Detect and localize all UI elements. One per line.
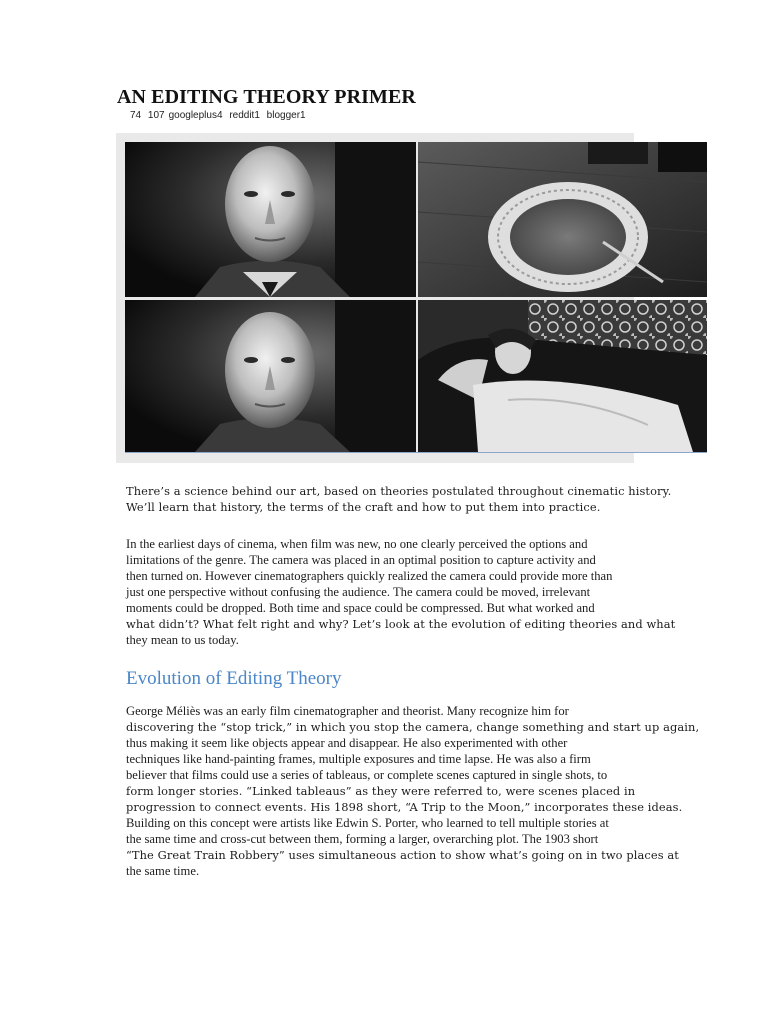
share-count-blogger[interactable]: blogger1	[266, 110, 306, 121]
soup-plate-image	[418, 142, 707, 297]
body-line: discovering the “stop trick,” in which you stop the camera, change something and start up again,	[126, 720, 700, 734]
man-portrait-top-image	[125, 142, 416, 297]
body-line: they mean to us today.	[126, 633, 239, 647]
intro-paragraph	[126, 483, 672, 515]
intro-line: There’s a science behind our art, based on theories postulated throughout cinematic history.	[126, 484, 672, 498]
share-count-second[interactable]: 107	[147, 110, 165, 121]
body-paragraph-1	[126, 536, 676, 648]
body-line: Building on this concept were artists like Edwin S. Porter, who learned to tell multiple stories at	[126, 816, 609, 830]
body-line: then turned on. However cinematographers quickly realized the camera could provide more than	[126, 569, 613, 583]
body-line: the same time.	[126, 864, 200, 878]
share-count-googleplus[interactable]: googleplus4	[168, 110, 223, 121]
body-line: what didn’t? What felt right and why? Let’s look at the evolution of editing theories and what	[126, 617, 676, 631]
kuleshov-image-grid	[125, 142, 707, 454]
body-paragraph-2	[126, 703, 700, 879]
image-underline	[125, 452, 707, 453]
body-line: limitations of the genre. The camera was placed in an optimal position to capture activity and	[126, 553, 596, 567]
article-title: AN EDITING THEORY PRIMER	[117, 86, 416, 108]
body-line: George Méliès was an early film cinematographer and theorist. Many recognize him for	[126, 704, 569, 718]
share-counts	[130, 110, 310, 121]
share-count-reddit[interactable]: reddit1	[229, 110, 260, 121]
body-line: just one perspective without confusing the audience. The camera could be moved, irrelevant	[126, 585, 591, 599]
section-heading: Evolution of Editing Theory	[126, 668, 342, 689]
body-line: moments could be dropped. Both time and space could be compressed. But what worked and	[126, 601, 595, 615]
body-line: thus making it seem like objects appear and disappear. He also experimented with other	[126, 736, 568, 750]
body-line: the same time and cross-cut between them, forming a larger, overarching plot. The 1903 short	[126, 832, 599, 846]
body-line: In the earliest days of cinema, when film was new, no one clearly perceived the options and	[126, 537, 588, 551]
intro-line: We’ll learn that history, the terms of the craft and how to put them into practice.	[126, 500, 601, 514]
body-line: techniques like hand-painting frames, multiple exposures and time lapse. He was also a firm	[126, 752, 591, 766]
body-line: “The Great Train Robbery” uses simultaneous action to show what’s going on in two places at	[126, 848, 679, 862]
share-count-first[interactable]: 74	[130, 110, 142, 121]
body-line: progression to connect events. His 1898 short, “A Trip to the Moon,” incorporates these ideas.	[126, 800, 683, 814]
body-line: form longer stories. “Linked tableaus” as they were referred to, were scenes placed in	[126, 784, 636, 798]
body-line: believer that films could use a series of tableaus, or complete scenes captured in single shots, to	[126, 768, 608, 782]
woman-reclining-image	[418, 300, 707, 452]
man-portrait-bottom-image	[125, 300, 416, 452]
